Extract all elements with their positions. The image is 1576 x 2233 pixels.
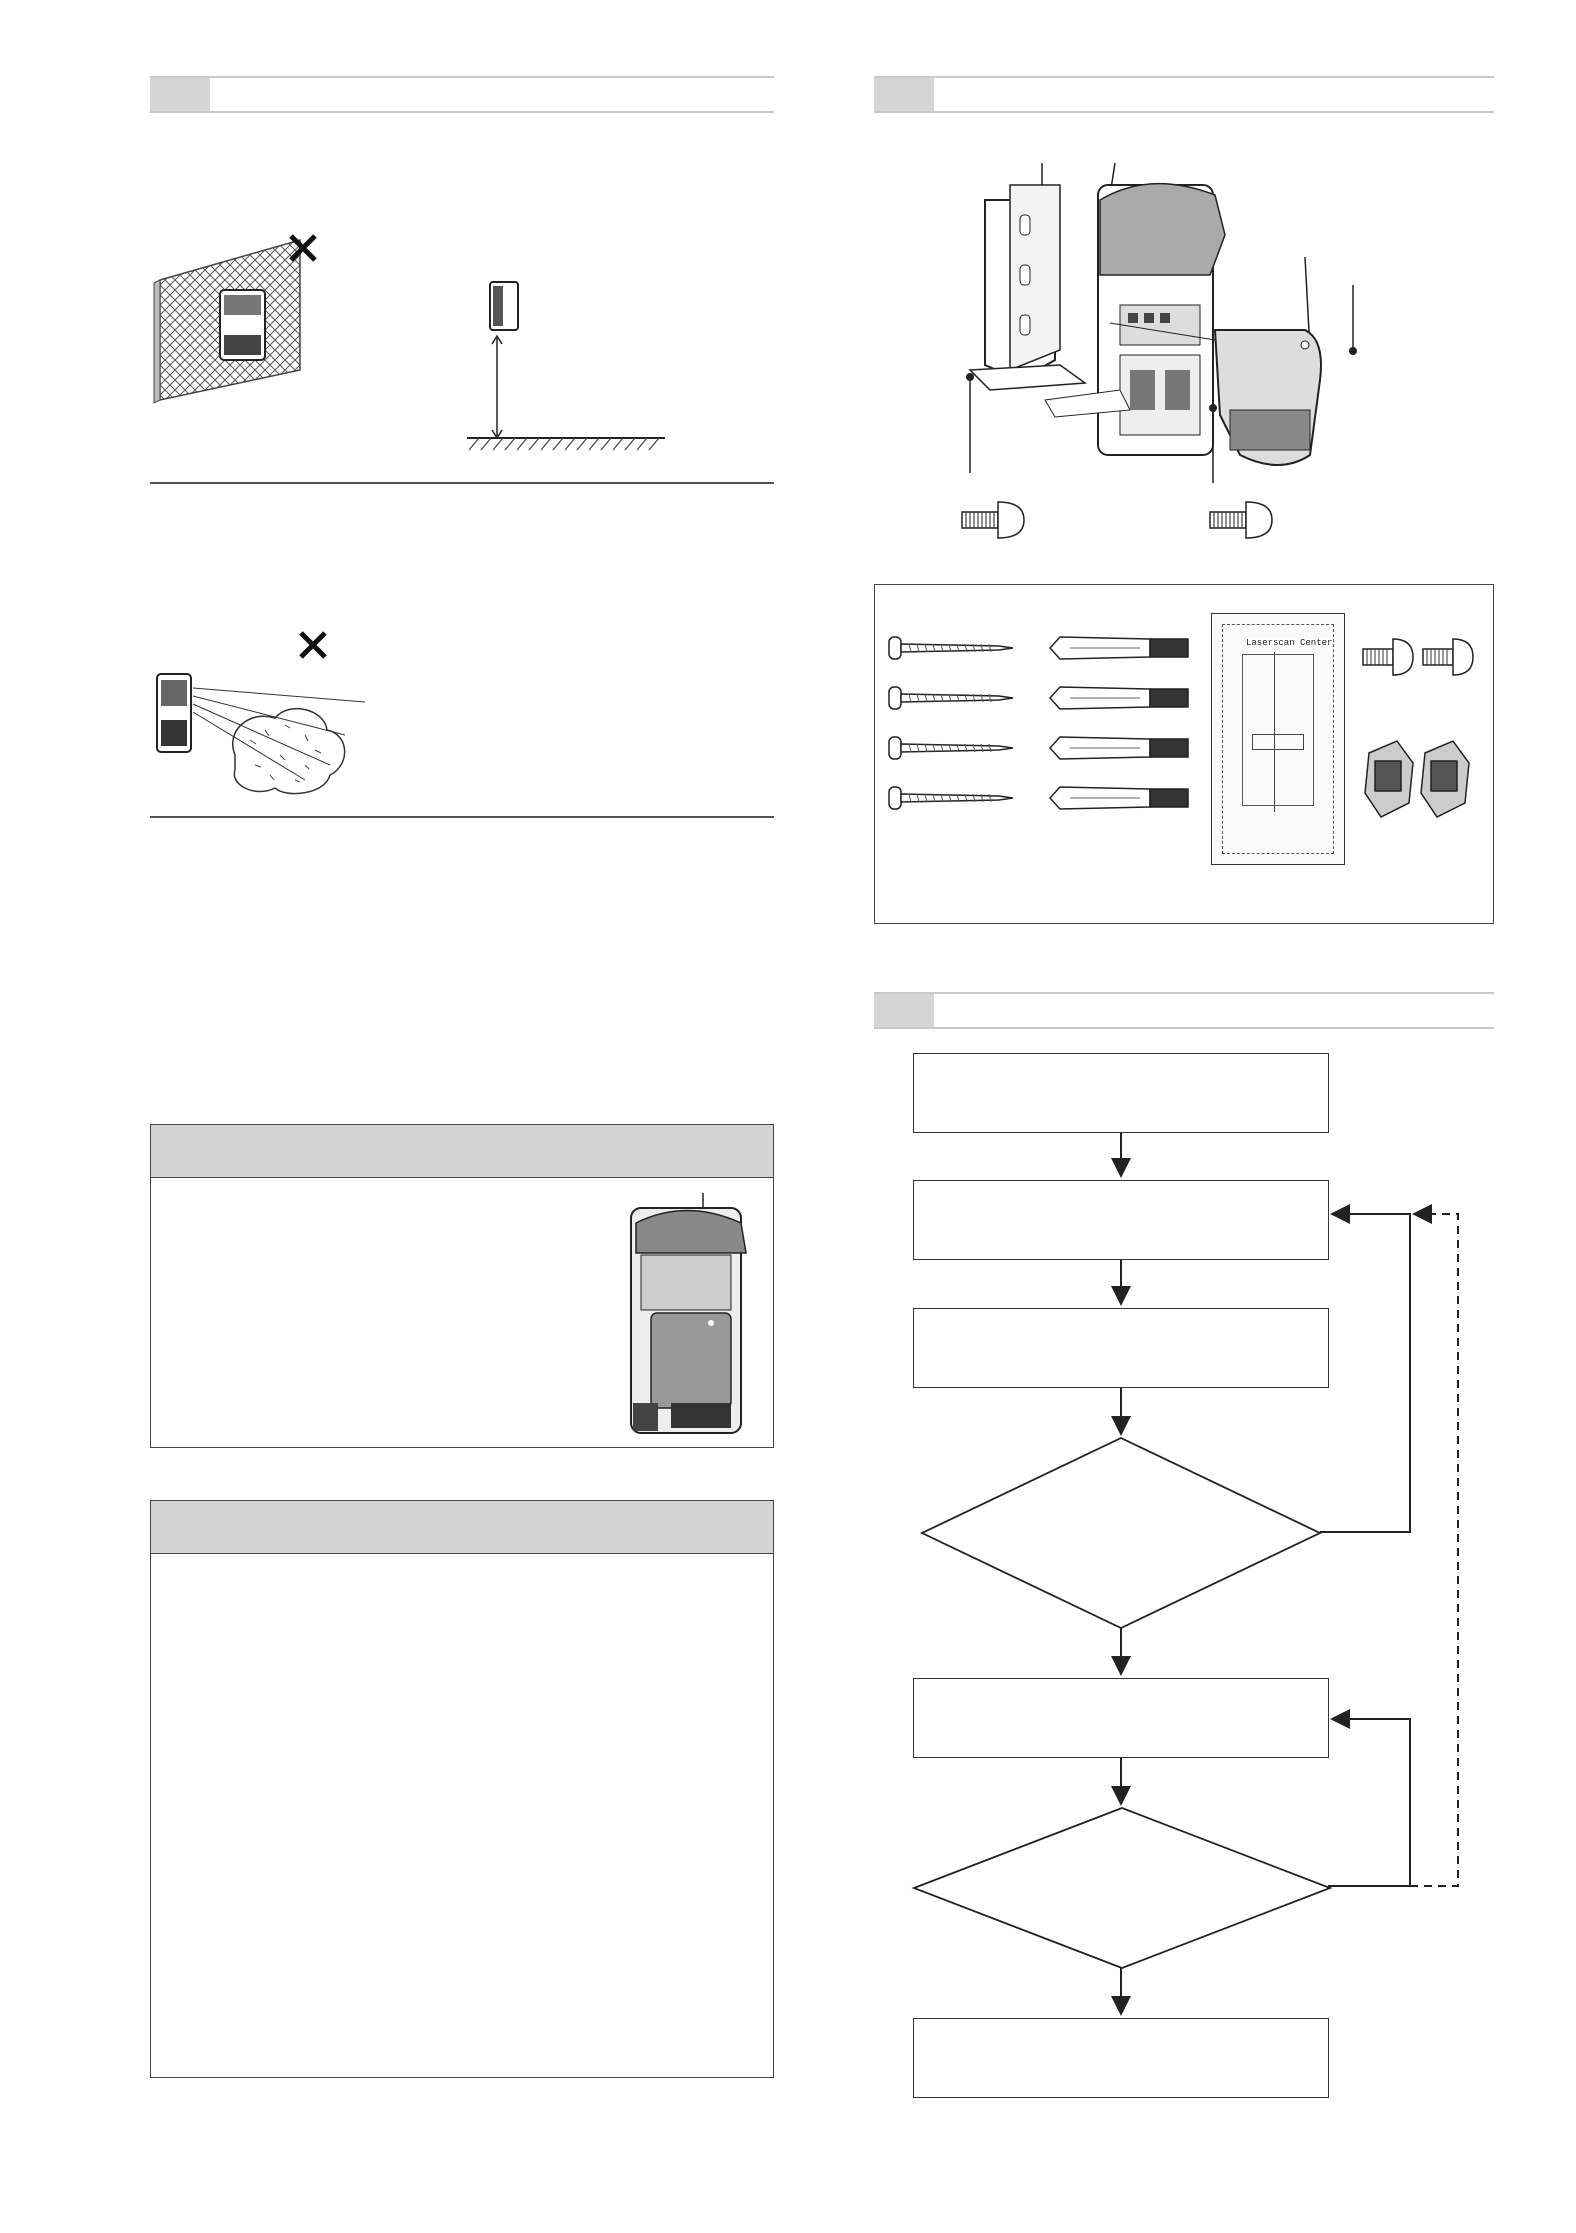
flowchart-step-3 [913, 1308, 1329, 1388]
flowchart-decision-1 [920, 1436, 1322, 1630]
flowchart-step-2 [913, 1180, 1329, 1260]
template-center-label: Laserscan Center [1246, 638, 1333, 648]
flowchart-decision-2 [912, 1806, 1332, 1970]
flowchart-step-1 [913, 1053, 1329, 1133]
flowchart-step-4 [913, 1678, 1329, 1758]
flowchart-step-5 [913, 2018, 1329, 2098]
